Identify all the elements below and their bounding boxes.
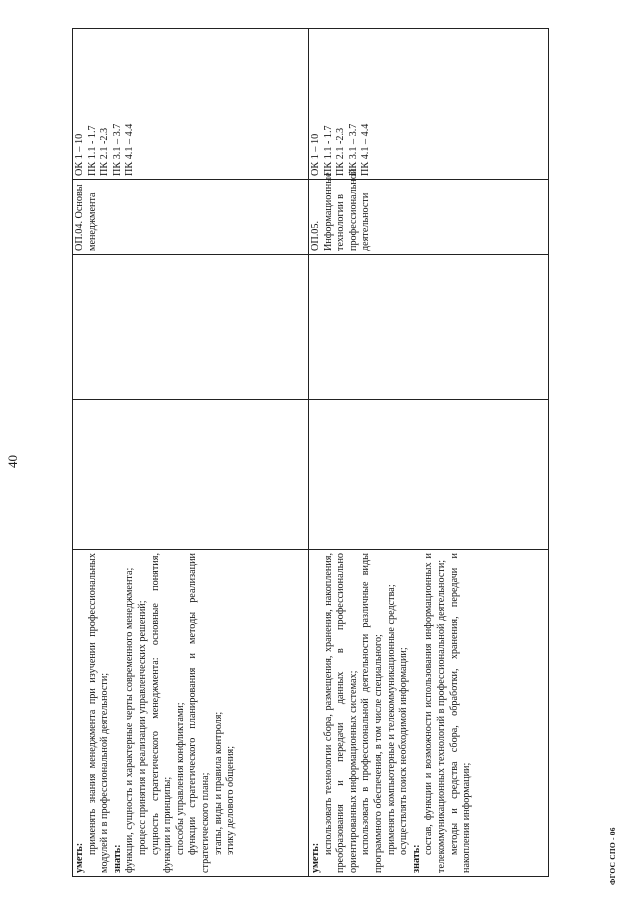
knowledge-line: сущность стратегического менеджмента: основные понятия, функции и принципы;	[149, 553, 174, 873]
skill-line: осуществлять поиск необходимой информации;	[398, 647, 410, 855]
skill-line: использовать технологии сбора, размещения, хранения, накопления, преобразования и передачи данных в профессионально ориентированных информационных системах;	[322, 553, 359, 873]
competency-code: ПК 4.1 – 4.4	[124, 123, 136, 176]
skill-line: применять компьютерные и телекоммуникационные средства;	[385, 584, 397, 855]
competency-code: ПК 2.1 -2.3	[99, 127, 111, 176]
table-row	[309, 29, 549, 877]
empty-cell	[73, 255, 309, 400]
competency-table	[72, 28, 549, 877]
competencies-cell	[309, 29, 549, 180]
skill-line: применять знания менеджмента при изучении профессиональных модулей и в профессиональной деятельности;	[86, 553, 111, 873]
empty-cell	[309, 400, 549, 550]
discipline-cell: ОП.05. Информационные технологии в профессиональной деятельности	[309, 180, 549, 255]
empty-cell	[309, 255, 549, 400]
skills-knowledge-cell	[309, 550, 549, 877]
competency-code: ПК 1.1 - 1.7	[322, 125, 334, 176]
skill-line: использовать в профессиональной деятельности различные виды программного обеспечения, в том числе специального;	[360, 553, 384, 873]
knowledge-line: способы управления конфликтами;	[174, 702, 186, 855]
competency-code: ПК 3.1 – 3.7	[111, 123, 123, 176]
page-number: 40	[5, 455, 20, 468]
knowledge-line: функции, сущность и характерные черты современного менеджмента;	[124, 567, 136, 873]
knowledge-line: функции стратегического планирования и методы реализации стратегического плана;	[187, 553, 211, 873]
empty-cell	[73, 400, 309, 550]
znat-label: знать:	[410, 844, 422, 873]
umet-label: уметь:	[310, 842, 321, 873]
footer-label: ФГОС СПО - 06	[608, 827, 617, 885]
competency-code: ПК 2.1 -2.3	[335, 127, 347, 176]
discipline-cell: ОП.04. Основы менеджмента	[73, 180, 309, 255]
knowledge-line: этику делового общения;	[225, 745, 237, 855]
umet-label: уметь:	[74, 842, 85, 873]
table-row	[73, 29, 309, 877]
competency-code: ПК 1.1 - 1.7	[86, 125, 98, 176]
knowledge-line: этапы, виды и правила контроля;	[212, 711, 224, 855]
competency-code: ОК 1 – 10	[74, 133, 85, 176]
knowledge-line: методы и средства сбора, обработки, хранения, передачи и накопления информации;	[448, 553, 473, 873]
competency-code: ОК 1 – 10	[310, 133, 321, 176]
competency-code: ПК 3.1 – 3.7	[347, 123, 359, 176]
skills-knowledge-cell	[73, 550, 309, 877]
znat-label: знать:	[111, 844, 123, 873]
competency-code: ПК 4.1 – 4.4	[360, 123, 372, 176]
competencies-cell	[73, 29, 309, 180]
knowledge-line: состав, функции и возможности использования информационных и телекоммуникационных технологий в профессиональной деятельности;	[423, 553, 447, 873]
knowledge-line: процесс принятия и реализации управленческих решений;	[136, 600, 148, 855]
